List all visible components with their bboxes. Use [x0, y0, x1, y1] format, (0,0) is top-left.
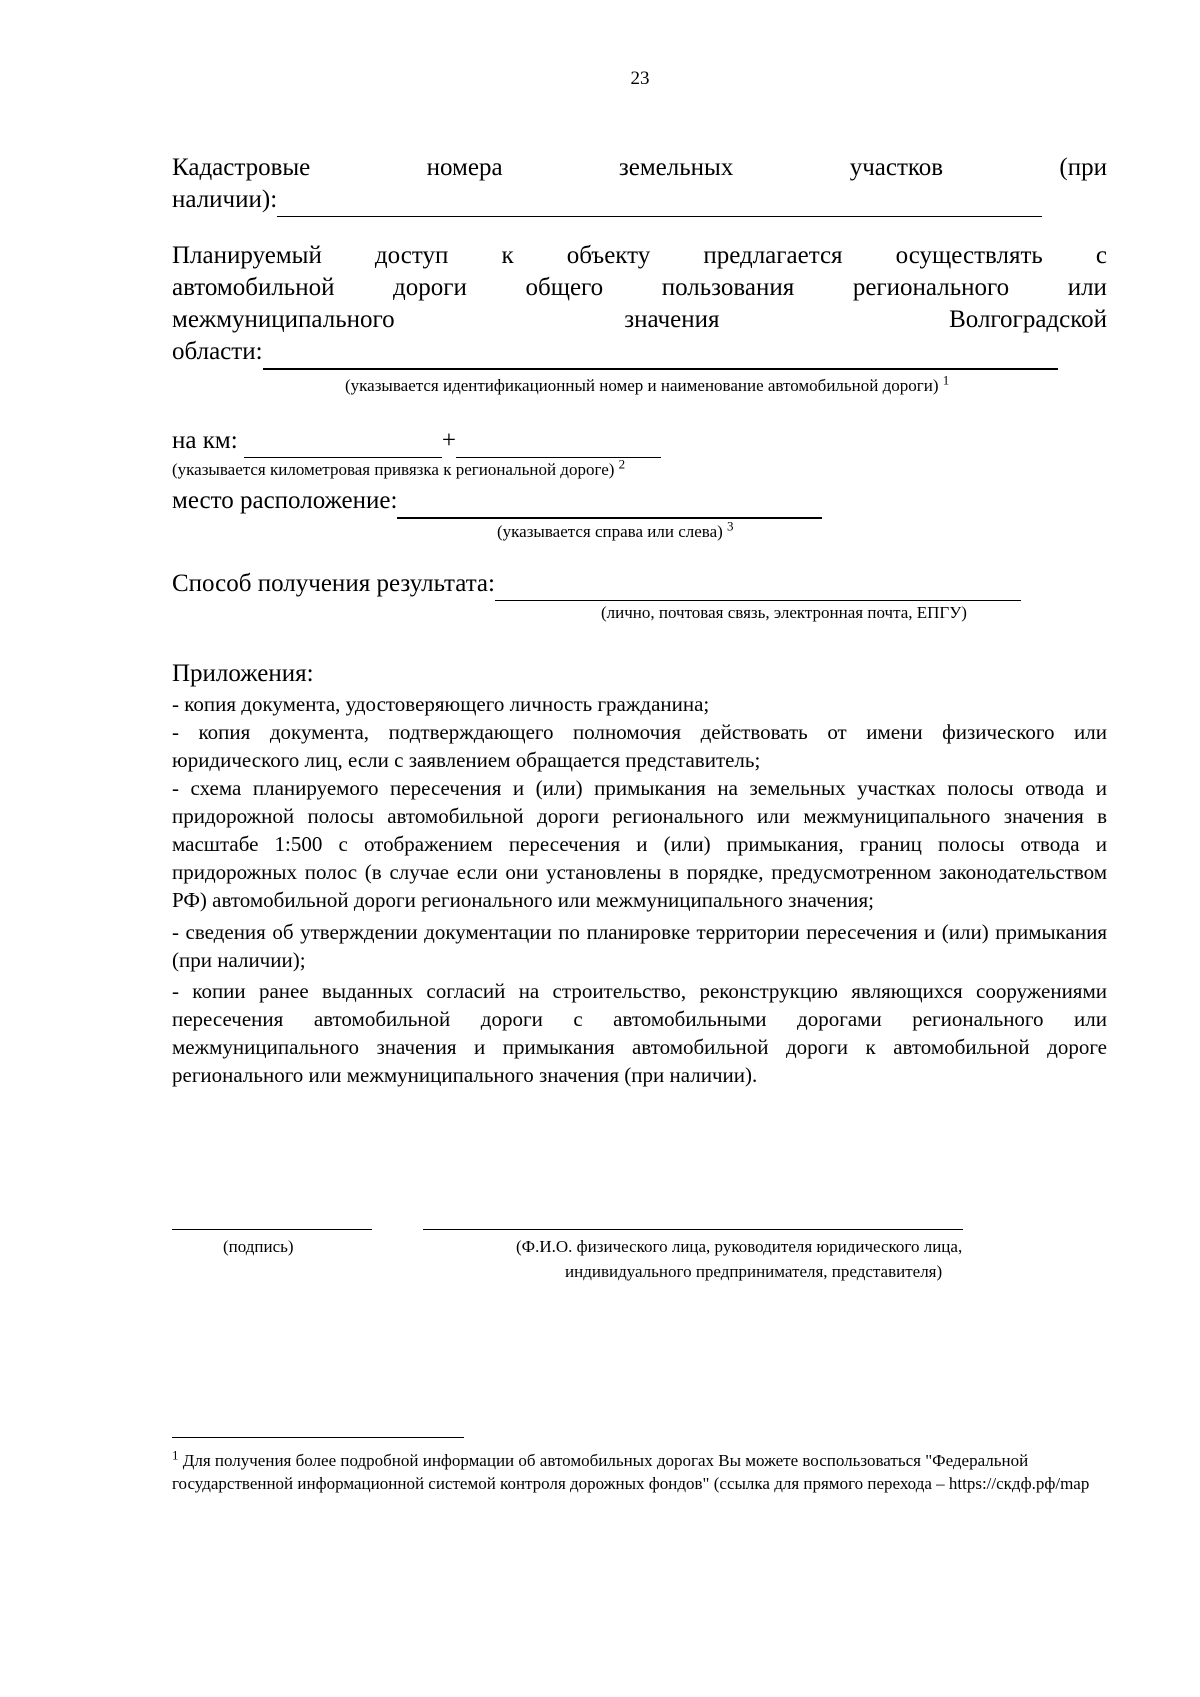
attachment-item: - копия документа, удостоверяющего личность гражданина;	[172, 692, 710, 716]
name-line[interactable]	[423, 1229, 963, 1230]
access-word: пользования	[661, 274, 795, 301]
meter-field[interactable]	[456, 425, 661, 458]
location-label: место расположение:	[172, 487, 398, 514]
km-field[interactable]	[244, 425, 442, 458]
cadastral-word: участков	[849, 154, 944, 181]
attachment-item: - сведения об утверждении документации по планировке территории пересечения и (или) примыкания (при наличии);	[172, 920, 1107, 972]
cadastral-label-cont: наличии):	[172, 186, 278, 213]
km-line	[172, 425, 661, 458]
access-line-3	[172, 304, 1107, 336]
road-id-field[interactable]	[263, 336, 1058, 370]
result-hint-text: (лично, почтовая связь, электронная почта, ЕПГУ)	[601, 603, 967, 622]
km-hint	[172, 456, 626, 481]
footnote	[172, 1449, 1107, 1495]
access-word: Планируемый	[172, 242, 322, 269]
footnote-divider	[172, 1437, 464, 1438]
access-word: или	[1067, 274, 1107, 301]
location-line	[172, 485, 822, 519]
location-hint-text: (указывается справа или слева)	[497, 522, 723, 541]
cadastral-numbers-field[interactable]	[277, 184, 1042, 217]
access-line-1	[172, 240, 1107, 272]
attachment-item: - схема планируемого пересечения и (или) примыкания на земельных участках полосы отвода и придорожной полосы автомобильной дороги регионального или межмуниципального значения в масштабе 1:500 с отображением пересечения и (или) примыкания, границ полосы отвода и придорожных полос (в случае если они установлены в порядке, предусмотренном законодательством РФ) автомобильной дороги регионального или межмуниципального значения;	[172, 776, 1107, 912]
signature-caption: (подпись)	[223, 1237, 294, 1256]
access-word: значения	[624, 306, 720, 333]
km-label: на км:	[172, 427, 238, 454]
footnote-text: Для получения более подробной информации об автомобильных дорогах Вы можете воспользоваться "Федеральной государственной информационной системой контроля дорожных фондов" (ссылка для прямого перехода – https://скдф.рф/map	[172, 1451, 1090, 1493]
attachment-item: - копии ранее выданных согласий на строительство, реконструкцию являющихся сооружениями пересечения автомобильной дороги с автомобильными дорогами регионального или межмуниципального значения и примыкания автомобильной дороги к автомобильной дороге регионального или межмуниципального значения (при наличии).	[172, 979, 1107, 1087]
footnote-ref: 3	[727, 518, 734, 534]
result-line	[172, 568, 1021, 601]
access-word: осуществлять	[895, 242, 1043, 269]
access-word: автомобильной	[172, 274, 335, 301]
attachment-item: - копия документа, подтверждающего полномочия действовать от имени физического или юридического лиц, если с заявлением обращается представитель;	[172, 720, 1107, 772]
access-label-cont: области:	[172, 338, 263, 365]
cadastral-word: (при	[1059, 154, 1107, 181]
km-plus: +	[441, 427, 456, 454]
access-input-line	[172, 336, 1058, 370]
cadastral-label-line	[172, 152, 1107, 184]
cadastral-word: земельных	[618, 154, 734, 181]
footnote-marker: 1	[172, 1447, 179, 1463]
access-word: общего	[525, 274, 604, 301]
road-id-hint	[345, 372, 950, 397]
cadastral-word: номера	[426, 154, 503, 181]
km-hint-text: (указывается километровая привязка к региональной дороге)	[172, 460, 615, 479]
signature-line[interactable]	[172, 1229, 372, 1230]
access-word: доступ	[374, 242, 449, 269]
access-word: регионального	[852, 274, 1010, 301]
access-word: дороги	[393, 274, 467, 301]
location-hint	[497, 518, 734, 543]
result-hint	[601, 602, 967, 624]
access-word: с	[1095, 242, 1107, 269]
access-word: к	[501, 242, 514, 269]
access-word: объекту	[566, 242, 651, 269]
access-word: предлагается	[703, 242, 843, 269]
result-field[interactable]	[495, 568, 1021, 601]
access-line-2	[172, 272, 1107, 304]
name-caption-2: индивидуального предпринимателя, представителя)	[565, 1262, 943, 1281]
access-word: Волгоградской	[949, 306, 1107, 333]
footnote-ref: 2	[618, 456, 626, 472]
result-label: Способ получения результата:	[172, 570, 495, 597]
cadastral-input-line	[172, 184, 1042, 217]
access-word: межмуниципального	[172, 306, 395, 333]
name-caption-1: (Ф.И.О. физического лица, руководителя юридического лица,	[516, 1237, 963, 1256]
attachments-list	[172, 690, 1107, 1089]
location-field[interactable]	[397, 485, 822, 519]
page-number: 23	[630, 68, 650, 89]
cadastral-word: Кадастровые	[172, 154, 311, 181]
road-id-hint-text: (указывается идентификационный номер и наименование автомобильной дороги)	[345, 376, 939, 395]
footnote-ref: 1	[942, 372, 950, 388]
attachments-heading: Приложения:	[172, 660, 314, 687]
